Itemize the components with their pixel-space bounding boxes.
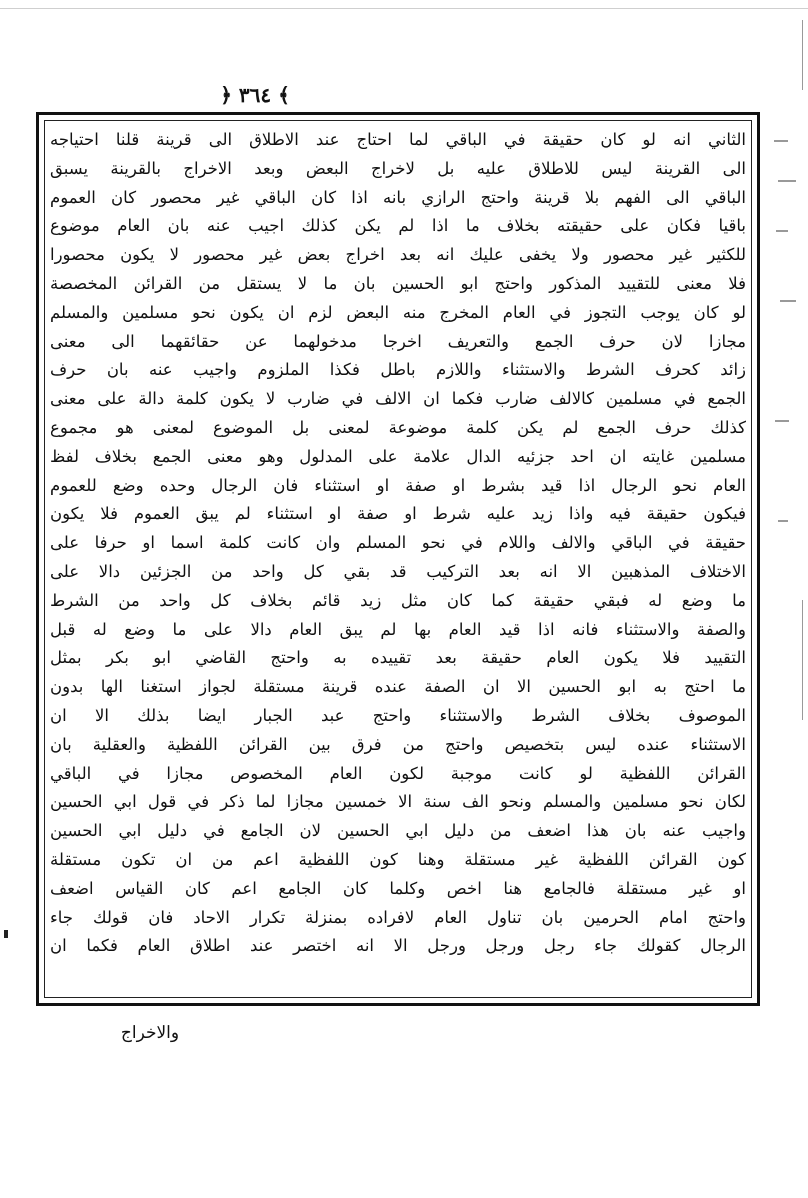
text-line: فيكون حقيقة فيه واذا زيد عليه شرط او صفة او استثناء لم يبق العموم فلا يكون <box>50 504 746 524</box>
facing-page-edge <box>772 0 808 1198</box>
text-line: مجازا لان حرف الجمع والتعريف اخرجا مدخولهما عن حقائقهما الى معنى <box>50 331 746 351</box>
text-line: الى القرينة ليس للاطلاق عليه بل لاخراج البعض وبعد الاخراج بالقرينة يسبق <box>50 158 746 178</box>
text-line: حقيقة في الباقي والالف واللام في نحو المسلم وان كانت كلمة اسما او حرفا على <box>50 533 746 553</box>
text-line: كذلك حرف الجمع لم يكن كلمة موضوعة لمعنى بل الموضوع لمعنى هو مجموع <box>50 417 746 437</box>
text-line: الرجال كقولك جاء رجل ورجل ورجل الا انه اختصر عند اطلاق العام فكما ان <box>50 936 746 956</box>
text-line: التقييد فلا يكون العام حقيقة بعد تقييده به واحتج القاضي ابو بكر بمثل <box>50 648 746 668</box>
margin-mark <box>4 930 8 938</box>
text-line: العام نحو الرجال اذا قيد بشرط او صفة او استثناء فان الرجال وحده وضع للعموم <box>50 475 746 495</box>
text-line: زائد كحرف الشرط والاستثناء واللازم باطل فكذا الملزوم واجيب عنه بان حرف <box>50 360 746 380</box>
page-number: ﴿ ٣٦٤ ﴾ <box>220 83 290 107</box>
text-line: الاختلاف المذهبين الا انه بعد التركيب قد بقي كل واحد من الجزئين دالا على <box>50 561 746 581</box>
catchword: والاخراج <box>120 1023 180 1043</box>
text-line: ما وضع له فبقي حقيقة كما كان مثل زيد قائم بخلاف كل واحد من الشرط <box>50 590 746 610</box>
text-line: الباقي الى الفهم بلا قرينة واحتج الرازي بانه اذا كان الباقي غير محصور كان العموم <box>50 187 746 207</box>
text-line: باقيا فكان على حقيقته بخلاف ما اذا لم يكن كذلك اجيب عنه بان العام موضوع <box>50 216 746 236</box>
text-line: ما احتج به ابو الحسين الا ان الصفة عنده قرينة مستقلة لجواز استغنا الها بدون <box>50 677 746 697</box>
scan-edge-line <box>0 8 808 9</box>
text-line: الجمع في مسلمين كالالف ضارب فكما ان الالف في ضارب لا يكون كلمة دالة على معنى <box>50 389 746 409</box>
text-line: الموصوف بخلاف الشرط والاستثناء واحتج عبد الجبار ايضا بذلك الا ان <box>50 705 746 725</box>
text-line: والصفة والاستثناء فانه اذا قيد العام بها لم يبق العام دالا على ما وضع له قبل <box>50 619 746 639</box>
text-line: القرائن اللفظية لو كانت موجبة لكون العام المخصوص مجازا في الباقي <box>50 763 746 783</box>
text-line: واجيب عنه بان هذا اضعف من دليل ابي الحسين لان الجامع في دليل ابي الحسين <box>50 821 746 841</box>
text-line: او غير مستقلة فالجامع هنا اخص وكلما كان الجامع اعم كان القياس اضعف <box>50 878 746 898</box>
text-line: للكثير غير محصور ولا يخفى عليك انه بعد اخراج بعض غير محصور لا يكون محصورا <box>50 245 746 265</box>
text-line: لو كان يوجب التجوز في العام المخرج منه البعض لزم ان يكون نحو مسلمين والمسلم <box>50 302 746 322</box>
text-line: لكان نحو مسلمين والمسلم ونحو الف سنة الا خمسين مجازا لما ذكر في قول ابي الحسين <box>50 792 746 812</box>
text-line: مسلمين غايته ان احد جزئيه الدال علامة على المدلول وهو معنى الجمع بخلاف لفظ <box>50 446 746 466</box>
text-line: كون القرائن اللفظية غير مستقلة وهنا كون اللفظية اعم من ان تكون مستقلة <box>50 849 746 869</box>
text-line: واحتج امام الحرمين بان تناول العام لافراده بمنزلة تكرار الاحاد فان قولك جاء <box>50 907 746 927</box>
text-line: الاستثناء عنده ليس بتخصيص واحتج من فرق بين القرائن اللفظية والعقلية بان <box>50 734 746 754</box>
text-line: الثاني انه لو كان حقيقة في الباقي لما احتاج عند الاطلاق الى قرينة قلنا احتياجه <box>50 130 746 149</box>
main-text-block <box>50 126 746 992</box>
text-line: فلا معنى للتقييد المذكور واحتج ابو الحسين بان ما لا يستقل من القرائن المخصصة <box>50 273 746 293</box>
